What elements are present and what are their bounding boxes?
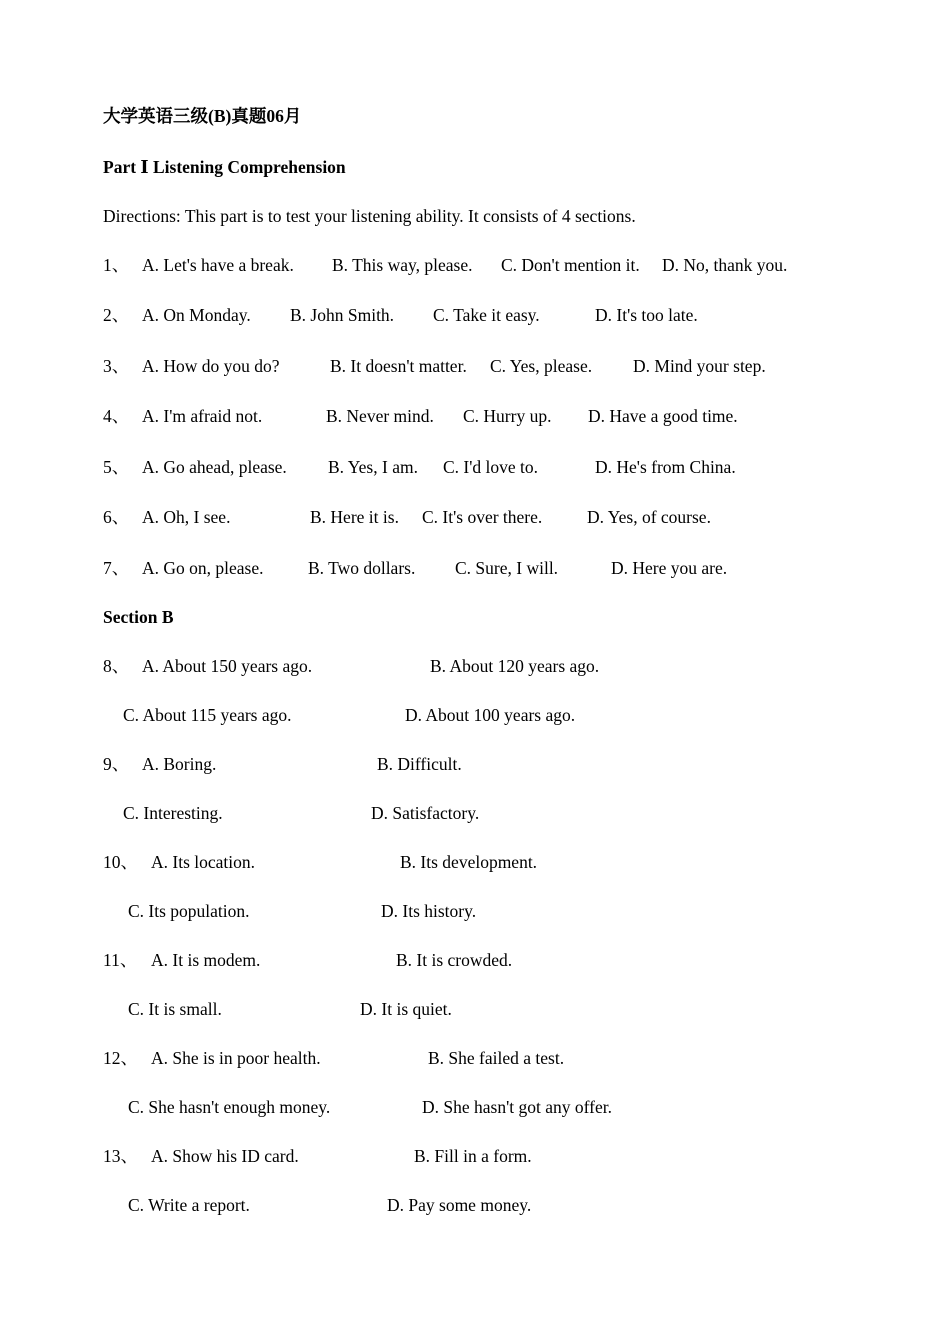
option-a: A. I'm afraid not. (142, 406, 263, 426)
option-d: D. About 100 years ago. (405, 705, 576, 725)
question-number: 11、 (103, 950, 138, 970)
question-number: 10、 (103, 852, 138, 872)
option-a: A. She is in poor health. (151, 1048, 321, 1068)
option-c: C. Interesting. (123, 803, 223, 823)
question-number: 3、 (103, 356, 130, 376)
option-b: B. Its development. (400, 852, 538, 872)
option-d: D. It is quiet. (360, 999, 452, 1019)
question-4 (103, 406, 863, 426)
question-5 (103, 457, 863, 477)
option-d: D. Here you are. (611, 558, 728, 578)
option-b: B. It doesn't matter. (330, 356, 467, 376)
question-number: 7、 (103, 558, 130, 578)
option-d: D. No, thank you. (662, 255, 788, 275)
option-b: B. It is crowded. (396, 950, 513, 970)
question-9 (103, 754, 863, 774)
option-c: C. About 115 years ago. (123, 705, 292, 725)
question-10-continued (103, 901, 863, 921)
question-3 (103, 356, 863, 376)
option-a: A. Oh, I see. (142, 507, 231, 527)
question-number: 12、 (103, 1048, 138, 1068)
part-heading: Part Ⅰ Listening Comprehension (103, 157, 346, 177)
option-d: D. Its history. (381, 901, 477, 921)
option-c: C. Its population. (128, 901, 250, 921)
option-a: A. Go on, please. (142, 558, 264, 578)
question-8 (103, 656, 863, 676)
option-d: D. Mind your step. (633, 356, 766, 376)
option-c: C. It's over there. (422, 507, 543, 527)
option-c: C. Take it easy. (433, 305, 540, 325)
option-d: D. It's too late. (595, 305, 698, 325)
question-number: 4、 (103, 406, 130, 426)
document-title: 大学英语三级(B)真题06月 (103, 106, 302, 126)
option-b: B. Fill in a form. (414, 1146, 532, 1166)
question-number: 1、 (103, 255, 130, 275)
option-d: D. Have a good time. (588, 406, 738, 426)
option-d: D. Satisfactory. (371, 803, 480, 823)
option-a: A. Boring. (142, 754, 217, 774)
option-c: C. I'd love to. (443, 457, 539, 477)
question-11-continued (103, 999, 863, 1019)
question-13 (103, 1146, 863, 1166)
option-c: C. She hasn't enough money. (128, 1097, 331, 1117)
option-c: C. Sure, I will. (455, 558, 559, 578)
question-number: 6、 (103, 507, 130, 527)
option-b: B. John Smith. (290, 305, 395, 325)
question-12 (103, 1048, 863, 1068)
option-a: A. About 150 years ago. (142, 656, 313, 676)
question-number: 8、 (103, 656, 130, 676)
option-b: B. Never mind. (326, 406, 434, 426)
option-a: A. Its location. (151, 852, 256, 872)
option-a: A. Go ahead, please. (142, 457, 287, 477)
option-a: A. It is modem. (151, 950, 261, 970)
option-b: B. Two dollars. (308, 558, 416, 578)
question-12-continued (103, 1097, 863, 1117)
option-a: A. On Monday. (142, 305, 251, 325)
option-d: D. Pay some money. (387, 1195, 532, 1215)
option-c: C. It is small. (128, 999, 222, 1019)
question-8-continued (103, 705, 863, 725)
option-c: C. Hurry up. (463, 406, 552, 426)
option-d: D. Yes, of course. (587, 507, 711, 527)
question-13-continued (103, 1195, 863, 1215)
option-b: B. Difficult. (377, 754, 462, 774)
question-number: 9、 (103, 754, 130, 774)
directions-text: Directions: This part is to test your listening ability. It consists of 4 sections. (103, 206, 636, 226)
option-c: C. Write a report. (128, 1195, 250, 1215)
question-2 (103, 305, 863, 325)
option-b: B. Yes, I am. (328, 457, 418, 477)
option-b: B. Here it is. (310, 507, 399, 527)
question-6 (103, 507, 863, 527)
option-a: A. Show his ID card. (151, 1146, 299, 1166)
option-a: A. How do you do? (142, 356, 280, 376)
question-10 (103, 852, 863, 872)
option-d: D. She hasn't got any offer. (422, 1097, 612, 1117)
option-b: B. About 120 years ago. (430, 656, 600, 676)
section-b-heading: Section B (103, 607, 174, 627)
question-number: 13、 (103, 1146, 138, 1166)
option-b: B. This way, please. (332, 255, 473, 275)
option-d: D. He's from China. (595, 457, 736, 477)
question-1 (103, 255, 863, 275)
option-a: A. Let's have a break. (142, 255, 294, 275)
option-c: C. Don't mention it. (501, 255, 640, 275)
question-11 (103, 950, 863, 970)
question-7 (103, 558, 863, 578)
question-number: 2、 (103, 305, 130, 325)
question-number: 5、 (103, 457, 130, 477)
option-b: B. She failed a test. (428, 1048, 565, 1068)
option-c: C. Yes, please. (490, 356, 593, 376)
question-9-continued (103, 803, 863, 823)
